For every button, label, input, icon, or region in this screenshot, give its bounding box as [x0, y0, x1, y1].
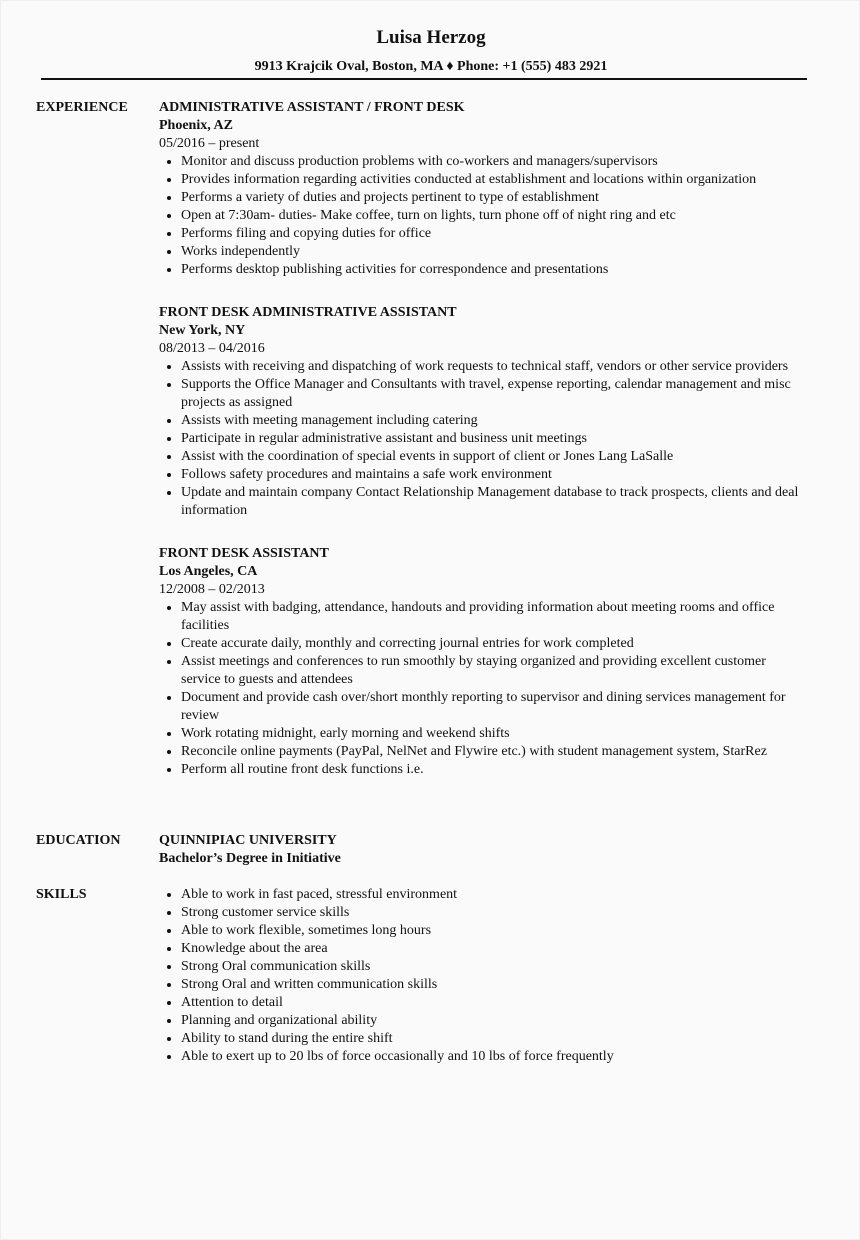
job-entry — [159, 99, 809, 279]
skills-section — [1, 886, 860, 1066]
list-item: Performs filing and copying duties for office — [181, 225, 809, 243]
contact-line: 9913 Krajcik Oval, Boston, MA ♦ Phone: +1 (555) 483 2921 — [254, 59, 608, 74]
job-dates: 12/2008 – 02/2013 — [159, 582, 265, 597]
section-label: EDUCATION — [36, 833, 121, 848]
skill-item: Strong Oral and written communication skills — [181, 976, 809, 994]
list-item: Reconcile online payments (PayPal, NelNet and Flywire etc.) with student management system, StarRez — [181, 743, 809, 761]
skill-item: Strong customer service skills — [181, 904, 809, 922]
job-dates: 08/2013 – 04/2016 — [159, 341, 265, 356]
job-location: Los Angeles, CA — [159, 564, 258, 579]
list-item: May assist with badging, attendance, handouts and providing information about meeting rooms and office facilities — [181, 599, 809, 635]
list-item: Create accurate daily, monthly and correcting journal entries for work completed — [181, 635, 809, 653]
job-entry — [159, 304, 809, 520]
list-item: Update and maintain company Contact Relationship Management database to track prospects, clients and deal information — [181, 484, 809, 520]
list-item: Performs desktop publishing activities for correspondence and presentations — [181, 261, 809, 279]
job-location: Phoenix, AZ — [159, 118, 233, 133]
list-item: Document and provide cash over/short monthly reporting to supervisor and dining services management for review — [181, 689, 809, 725]
job-entry — [159, 545, 809, 779]
list-item: Performs a variety of duties and projects pertinent to type of establishment — [181, 189, 809, 207]
job-bullets — [159, 153, 809, 279]
candidate-name: Luisa Herzog — [376, 27, 486, 48]
list-item: Works independently — [181, 243, 809, 261]
skill-item: Attention to detail — [181, 994, 809, 1012]
skill-item: Strong Oral communication skills — [181, 958, 809, 976]
section-label: EXPERIENCE — [36, 100, 128, 115]
list-item: Open at 7:30am- duties- Make coffee, turn on lights, turn phone off of night ring and etc — [181, 207, 809, 225]
job-title: FRONT DESK ASSISTANT — [159, 546, 329, 561]
list-item: Assist meetings and conferences to run smoothly by staying organized and providing excellent customer service to guests and attendees — [181, 653, 809, 689]
list-item: Supports the Office Manager and Consultants with travel, expense reporting, calendar management and misc projects as assigned — [181, 376, 809, 412]
job-dates: 05/2016 – present — [159, 136, 260, 151]
list-item: Work rotating midnight, early morning and weekend shifts — [181, 725, 809, 743]
list-item: Assist with the coordination of special events in support of client or Jones Lang LaSalle — [181, 448, 809, 466]
skill-item: Able to work flexible, sometimes long hours — [181, 922, 809, 940]
skill-item: Planning and organizational ability — [181, 1012, 809, 1030]
skill-item: Able to work in fast paced, stressful environment — [181, 886, 809, 904]
degree: Bachelor’s Degree in Initiative — [159, 851, 341, 866]
list-item: Monitor and discuss production problems with co-workers and managers/supervisors — [181, 153, 809, 171]
job-title: ADMINISTRATIVE ASSISTANT / FRONT DESK — [159, 100, 465, 115]
list-item: Provides information regarding activities conducted at establishment and locations within organization — [181, 171, 809, 189]
school-name: QUINNIPIAC UNIVERSITY — [159, 833, 337, 848]
education-section — [1, 832, 860, 868]
list-item: Perform all routine front desk functions i.e. — [181, 761, 809, 779]
skills-list — [159, 886, 809, 1066]
list-item: Assists with receiving and dispatching of work requests to technical staff, vendors or other service providers — [181, 358, 809, 376]
job-location: New York, NY — [159, 323, 246, 338]
skill-item: Ability to stand during the entire shift — [181, 1030, 809, 1048]
skill-item: Able to exert up to 20 lbs of force occasionally and 10 lbs of force frequently — [181, 1048, 809, 1066]
list-item: Assists with meeting management including catering — [181, 412, 809, 430]
experience-section — [1, 99, 860, 804]
job-bullets — [159, 358, 809, 520]
skill-item: Knowledge about the area — [181, 940, 809, 958]
header-divider — [41, 78, 807, 80]
list-item: Follows safety procedures and maintains a safe work environment — [181, 466, 809, 484]
list-item: Participate in regular administrative assistant and business unit meetings — [181, 430, 809, 448]
job-title: FRONT DESK ADMINISTRATIVE ASSISTANT — [159, 305, 457, 320]
section-label: SKILLS — [36, 887, 87, 902]
job-bullets — [159, 599, 809, 779]
